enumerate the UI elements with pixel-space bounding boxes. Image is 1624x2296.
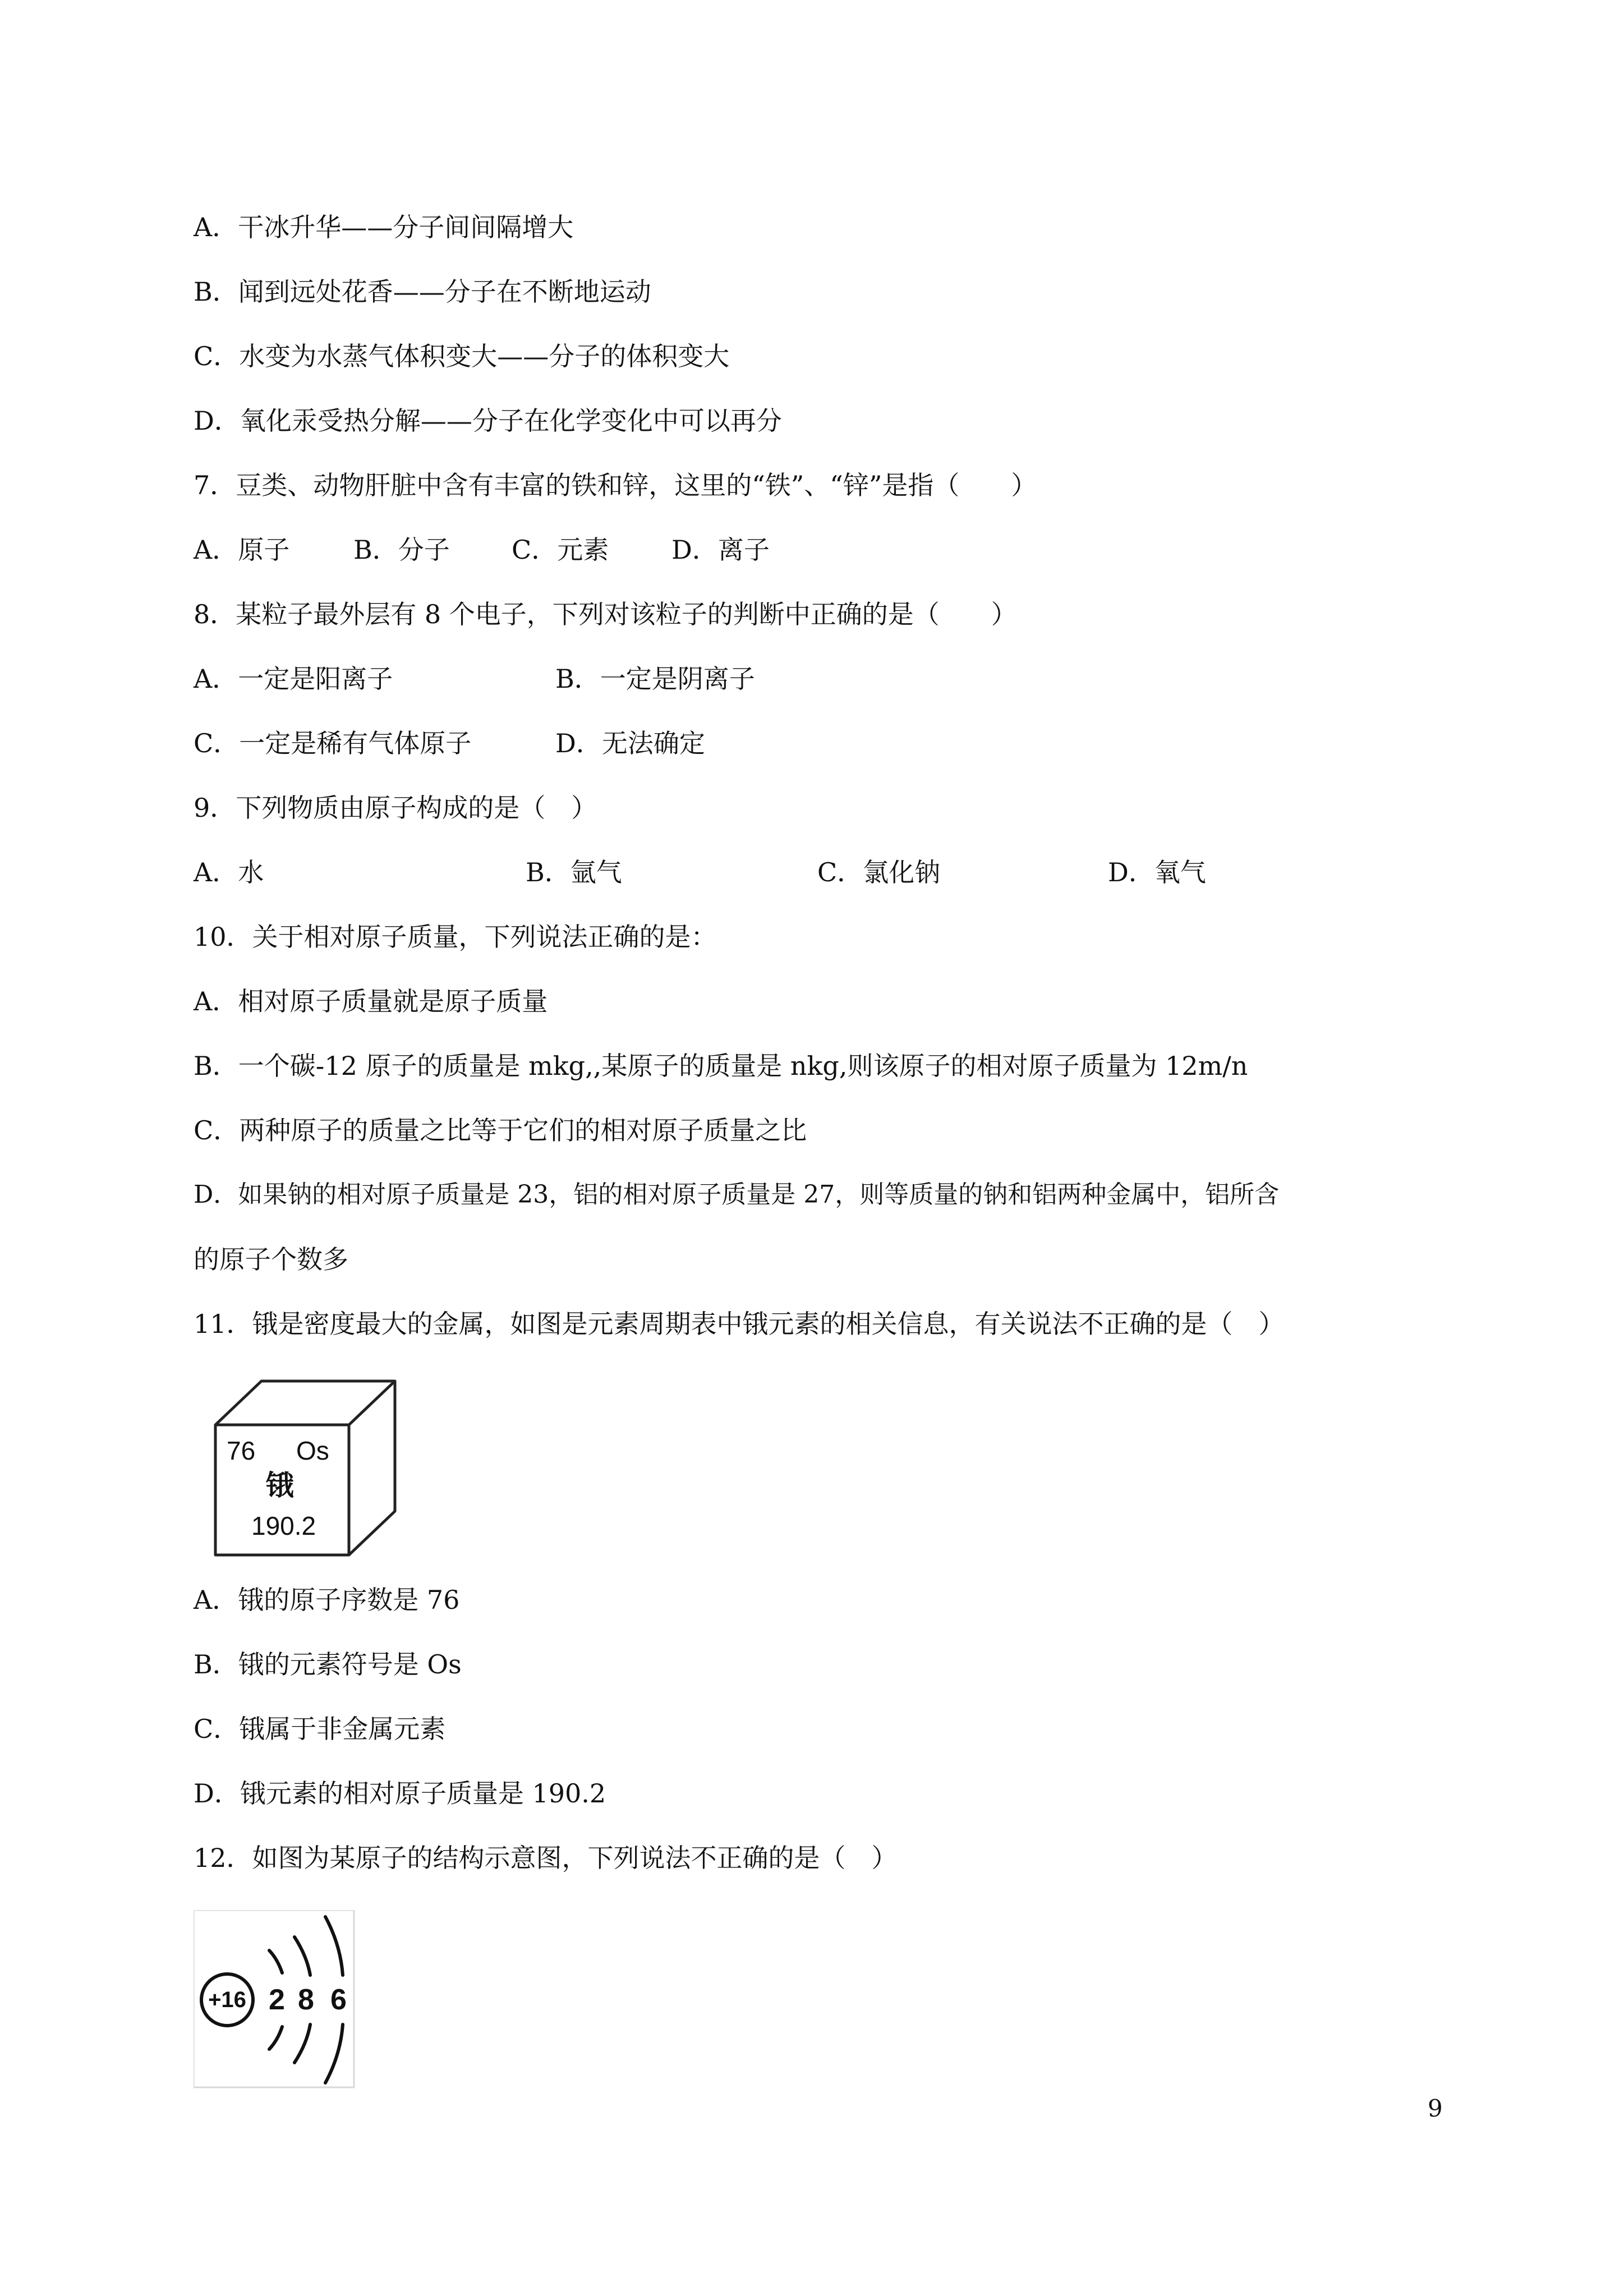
q9-option-b: B．氩气 <box>526 857 622 887</box>
shell-1-electrons: 2 <box>269 1984 285 2016</box>
page-number: 9 <box>1428 2095 1443 2122</box>
q10-stem: 10．关于相对原子质量，下列说法正确的是： <box>194 922 717 952</box>
q8-option-c: C．一定是稀有气体原子 <box>194 728 472 758</box>
q7-option-a: A．原子 <box>194 535 290 565</box>
q6-option-d: D．氧化汞受热分解——分子在化学变化中可以再分 <box>194 406 782 436</box>
element-name: 锇 <box>266 1469 294 1502</box>
q6-option-a: A．干冰升华——分子间间隔增大 <box>194 212 574 242</box>
q10-option-a: A．相对原子质量就是原子质量 <box>194 986 548 1016</box>
q8-option-a: A．一定是阳离子 <box>194 664 393 694</box>
shell-2-electrons: 8 <box>298 1984 314 2016</box>
q7-stem: 7．豆类、动物肝脏中含有丰富的铁和锌，这里的“铁”、“锌”是指（ ） <box>194 470 1037 500</box>
element-cell-figure <box>213 1379 398 1558</box>
q8-stem: 8．某粒子最外层有 8 个电子，下列对该粒子的判断中正确的是（ ） <box>194 599 1017 629</box>
q8-option-b: B．一定是阴离子 <box>555 664 755 694</box>
q10-option-d-line2: 的原子个数多 <box>194 1244 348 1274</box>
q9-stem: 9．下列物质由原子构成的是（ ） <box>194 793 597 823</box>
q11-option-a: A．锇的原子序数是 76 <box>194 1585 460 1615</box>
shell-2-upper-arc <box>295 1937 310 1975</box>
q12-stem: 12．如图为某原子的结构示意图，下列说法不正确的是（ ） <box>194 1843 898 1873</box>
q11-stem: 11．锇是密度最大的金属，如图是元素周期表中锇元素的相关信息，有关说法不正确的是（ ） <box>194 1309 1285 1339</box>
q9-option-d: D．氧气 <box>1108 857 1206 887</box>
element-atomic-number: 76 <box>227 1436 256 1465</box>
nucleus-charge: +16 <box>208 1987 246 2012</box>
q7-option-b: B．分子 <box>353 535 450 565</box>
q11-option-d: D．锇元素的相对原子质量是 190.2 <box>194 1778 606 1809</box>
q10-option-b: B．一个碳-12 原子的质量是 mkg,,某原子的质量是 nkg,则该原子的相对原子质量为 12m/n <box>194 1051 1248 1081</box>
q9-option-c: C．氯化钠 <box>817 857 941 887</box>
atom-structure-figure <box>194 1910 356 2090</box>
shell-1-lower-arc <box>269 2027 282 2049</box>
q6-option-b: B．闻到远处花香——分子在不断地运动 <box>194 277 651 307</box>
shell-3-lower-arc <box>325 2024 343 2083</box>
q7-option-c: C．元素 <box>512 535 609 565</box>
q10-option-c: C．两种原子的质量之比等于它们的相对原子质量之比 <box>194 1115 807 1145</box>
q9-option-a: A．水 <box>194 857 264 887</box>
shell-1-upper-arc <box>269 1950 282 1973</box>
q7-option-d: D．离子 <box>671 535 770 565</box>
q10-option-d-line1: D．如果钠的相对原子质量是 23，铝的相对原子质量是 27，则等质量的钠和铝两种金属中，铝所含 <box>194 1180 1280 1209</box>
shell-3-upper-arc <box>325 1917 343 1975</box>
shell-2-lower-arc <box>295 2024 310 2063</box>
q8-option-d: D．无法确定 <box>555 728 705 758</box>
q11-option-c: C．锇属于非金属元素 <box>194 1714 446 1744</box>
shell-3-electrons: 6 <box>330 1984 347 2016</box>
q6-option-c: C．水变为水蒸气体积变大——分子的体积变大 <box>194 341 730 371</box>
element-atomic-mass: 190.2 <box>251 1511 316 1540</box>
element-symbol: Os <box>296 1436 329 1465</box>
q11-option-b: B．锇的元素符号是 Os <box>194 1649 462 1680</box>
